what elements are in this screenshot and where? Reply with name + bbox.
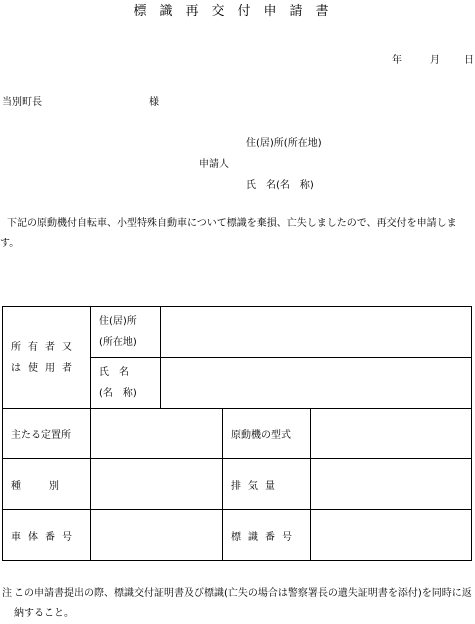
note-text: この申請書提出の際、標識交付証明書及び標識(亡失の場合は警察署長の遺失証明書を添付)を同時に返納すること。	[14, 588, 472, 619]
address-label-cell	[91, 307, 161, 358]
owner-label-line1: 所有者又	[11, 341, 79, 353]
applicant-address-label: 住(居)所(所在地)	[246, 138, 322, 149]
plate-number-value-cell[interactable]	[311, 510, 472, 561]
displacement-label: 排気量	[223, 459, 311, 510]
displacement-value-cell[interactable]	[311, 459, 472, 510]
address-label-line2: (所在地)	[99, 337, 137, 348]
name-label-line2: (名 称)	[99, 388, 137, 399]
name-label-line1: 氏 名	[99, 367, 129, 378]
note-block	[2, 584, 474, 624]
storage-location-label: 主たる定置所	[3, 409, 91, 459]
date-year-label: 年	[392, 55, 402, 66]
addressee-name: 当別町長	[2, 97, 42, 108]
engine-model-label: 原動機の型式	[223, 409, 311, 459]
request-statement: 下記の原動機付自転車、小型特殊自動車について標識を棄損、亡失しましたので、再交付を申請します。	[0, 218, 457, 249]
type-label: 種別	[3, 459, 91, 510]
name-value-cell[interactable]	[161, 358, 472, 409]
addressee-honorific: 様	[149, 97, 159, 108]
plate-number-label: 標識番号	[223, 510, 311, 561]
engine-model-value-cell[interactable]	[311, 409, 472, 459]
document-title: 標識再交付申請書	[133, 4, 342, 19]
body-number-label: 車体番号	[3, 510, 91, 561]
address-value-cell[interactable]	[161, 307, 472, 358]
date-month-label: 月	[430, 55, 440, 66]
applicant-label: 申請人	[199, 159, 229, 170]
application-form-table	[2, 306, 472, 561]
type-value-cell[interactable]	[91, 459, 223, 510]
applicant-name-label: 氏 名(名 称)	[246, 180, 314, 191]
date-day-label: 日	[464, 55, 474, 66]
storage-location-value-cell[interactable]	[91, 409, 223, 459]
note-mark: 注	[2, 588, 12, 599]
address-label-line1: 住(居)所	[99, 316, 137, 327]
body-number-value-cell[interactable]	[91, 510, 223, 561]
owner-label-line2: は使用者	[11, 362, 79, 374]
name-label-cell	[91, 358, 161, 409]
owner-label-cell	[3, 307, 91, 409]
